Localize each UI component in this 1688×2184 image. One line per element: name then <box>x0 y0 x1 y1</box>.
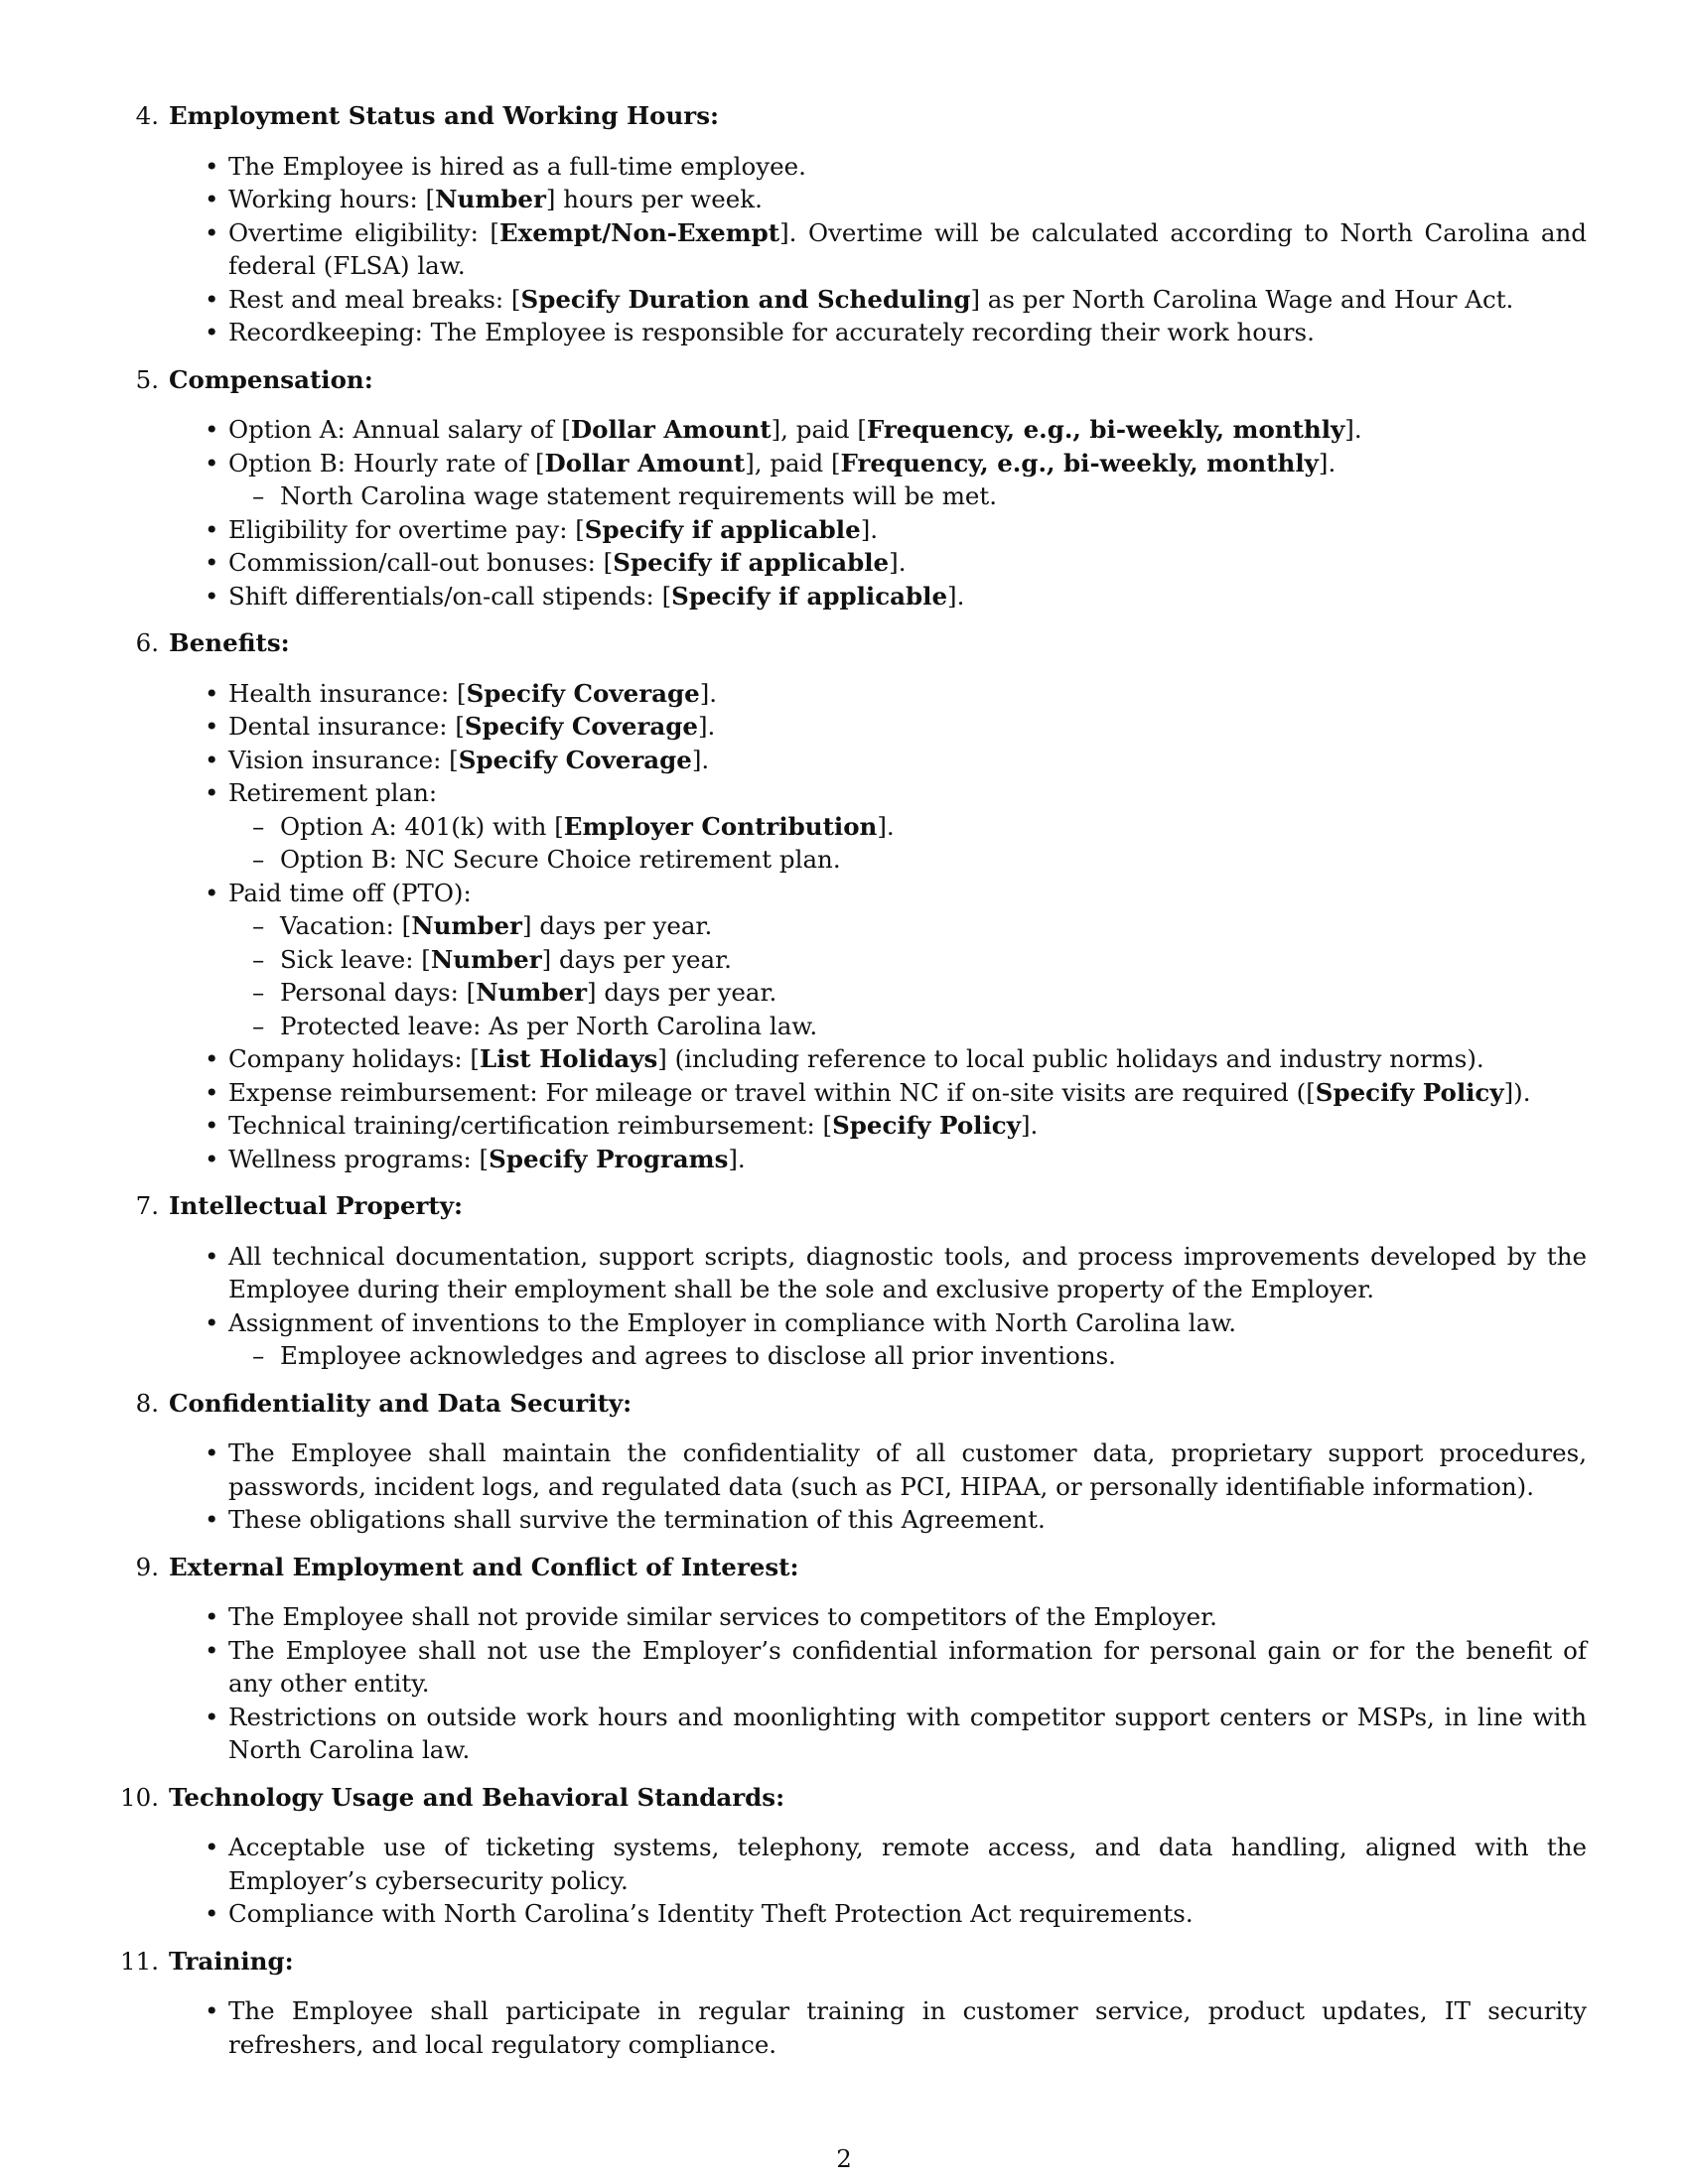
section-heading <box>135 626 1587 660</box>
sub-list <box>228 810 1587 877</box>
list-item <box>228 677 1587 711</box>
section-title: External Employment and Conflict of Interest: <box>169 1552 799 1581</box>
sub-list <box>228 1339 1587 1373</box>
section-number: 8. <box>135 1388 159 1418</box>
list-item <box>228 447 1587 513</box>
placeholder-text: Frequency, e.g., bi-weekly, monthly <box>866 415 1345 444</box>
section-title: Employment Status and Working Hours: <box>169 101 720 130</box>
item-text: ]. <box>860 514 879 544</box>
section-title: Training: <box>169 1946 294 1976</box>
placeholder-text: Specify Coverage <box>466 678 700 708</box>
list-item <box>228 1076 1587 1110</box>
item-text: Commission/call-out bonuses: [ <box>228 548 614 577</box>
bullet-list <box>169 1994 1587 2061</box>
list-item <box>228 413 1587 447</box>
item-text: ]. <box>1344 415 1362 444</box>
list-item <box>228 283 1587 317</box>
placeholder-text: Specify Policy <box>832 1111 1021 1140</box>
list-item <box>228 316 1587 349</box>
section <box>117 1781 1587 1931</box>
list-item <box>228 150 1587 184</box>
item-text: ] days per year. <box>587 978 777 1007</box>
item-text: Shift differentials/on-call stipends: [ <box>228 581 672 611</box>
section-heading <box>135 1189 1587 1223</box>
item-text: Dental insurance: [ <box>228 712 465 741</box>
sub-list <box>228 479 1587 513</box>
sub-list-item <box>280 1339 1587 1373</box>
item-text: Vacation: [ <box>280 911 412 940</box>
item-text: ], paid [ <box>771 415 867 444</box>
placeholder-text: Specify Duration and Scheduling <box>520 284 971 314</box>
item-text: ]. Overtime will be calculated according to North Carolina and federal (FLSA) law. <box>228 217 1587 280</box>
list-item <box>228 1143 1587 1176</box>
item-text: Wellness programs: [ <box>228 1144 490 1173</box>
sub-list-item <box>280 909 1587 943</box>
bullet-list <box>169 677 1587 1176</box>
section-heading <box>135 1387 1587 1421</box>
section <box>117 1945 1587 2062</box>
list-item <box>228 1306 1587 1373</box>
item-text: Option B: Hourly rate of [ <box>228 448 545 478</box>
placeholder-text: Specify if applicable <box>613 548 890 577</box>
item-text: The Employee shall participate in regular training in customer service, product updates, IT security refreshers, and local regulatory compliance. <box>228 1996 1587 2059</box>
bullet-list <box>169 1600 1587 1767</box>
list-item <box>228 1109 1587 1143</box>
list-item <box>228 1600 1587 1634</box>
item-text: Retirement plan: <box>228 778 438 807</box>
section <box>117 363 1587 614</box>
item-text: The Employee is hired as a full-time employee. <box>228 151 806 181</box>
item-text: Option A: 401(k) with [ <box>280 811 564 841</box>
item-text: ] days per year. <box>521 911 713 940</box>
item-text: ]. <box>691 745 710 774</box>
section-title: Benefits: <box>169 628 290 657</box>
placeholder-text: Number <box>476 978 587 1007</box>
section-heading <box>120 1945 1587 1979</box>
placeholder-text: Specify Programs <box>489 1144 729 1173</box>
section-number: 4. <box>135 101 159 130</box>
item-text: Technical training/certification reimbursement: [ <box>228 1111 833 1140</box>
list-item <box>228 710 1587 744</box>
section-heading <box>135 99 1587 133</box>
section-number: 7. <box>135 1191 159 1220</box>
item-text: Vision insurance: [ <box>228 745 459 774</box>
section-heading <box>120 1781 1587 1815</box>
sub-list-item <box>280 943 1587 977</box>
item-text: ]. <box>1020 1111 1039 1140</box>
item-text: Acceptable use of ticketing systems, telephony, remote access, and data handling, aligned with the Employer’s cybersecurity policy. <box>228 1833 1587 1895</box>
sub-list-item <box>280 810 1587 844</box>
item-text: Sick leave: [ <box>280 944 431 974</box>
section-heading <box>135 363 1587 397</box>
item-text: North Carolina wage statement requirements will be met. <box>280 481 998 510</box>
section-number: 9. <box>135 1552 159 1581</box>
page-number: 2 <box>836 2144 852 2173</box>
item-text: Personal days: [ <box>280 978 477 1007</box>
item-text: Protected leave: As per North Carolina law. <box>280 1011 818 1040</box>
item-text: ], paid [ <box>745 448 841 478</box>
placeholder-text: Specify Policy <box>1315 1077 1504 1107</box>
item-text: Expense reimbursement: For mileage or travel within NC if on-site visits are required ([ <box>228 1077 1316 1107</box>
item-text: ]. <box>889 548 907 577</box>
section-title: Confidentiality and Data Security: <box>169 1388 633 1418</box>
section-title: Technology Usage and Behavioral Standards: <box>169 1782 785 1812</box>
item-text: Eligibility for overtime pay: [ <box>228 514 585 544</box>
item-text: ]. <box>1318 448 1336 478</box>
item-text: Assignment of inventions to the Employer in compliance with North Carolina law. <box>228 1307 1237 1337</box>
section-number: 5. <box>135 364 159 394</box>
section <box>117 1551 1587 1767</box>
list-item <box>228 1503 1587 1537</box>
item-text: ] days per year. <box>541 944 732 974</box>
item-text: Company holidays: [ <box>228 1044 480 1073</box>
item-text: ]. <box>728 1144 746 1173</box>
item-text: Working hours: [ <box>228 185 436 213</box>
sub-list-item <box>280 1010 1587 1043</box>
sub-list-item <box>280 479 1587 513</box>
sub-list-item <box>280 976 1587 1010</box>
section <box>117 626 1587 1175</box>
item-text: Restrictions on outside work hours and moonlighting with competitor support centers or MSPs, in line with North Carolina law. <box>228 1702 1587 1764</box>
item-text: ]. <box>877 811 895 841</box>
placeholder-text: Employer Contribution <box>563 811 878 841</box>
list-item <box>228 546 1587 580</box>
list-item <box>228 1701 1587 1767</box>
item-text: ] as per North Carolina Wage and Hour Act. <box>970 284 1514 314</box>
section-number: 11. <box>120 1946 159 1976</box>
item-text: The Employee shall maintain the confidentiality of all customer data, proprietary support procedures, passwords, incident logs, and regulated data (such as PCI, HIPAA, or personally identifiable information). <box>228 1438 1587 1501</box>
placeholder-text: Specify if applicable <box>584 514 861 544</box>
item-text: Paid time off (PTO): <box>228 878 472 907</box>
item-text: ]. <box>699 678 718 708</box>
item-text: Option B: NC Secure Choice retirement plan. <box>280 845 841 874</box>
list-item <box>228 513 1587 547</box>
section-number: 10. <box>120 1782 159 1812</box>
list-item <box>228 1994 1587 2061</box>
placeholder-text: Dollar Amount <box>544 448 746 478</box>
list-item <box>228 776 1587 877</box>
item-text: Recordkeeping: The Employee is responsible for accurately recording their work hours. <box>228 318 1315 346</box>
list-item <box>228 1436 1587 1503</box>
item-text: The Employee shall not provide similar services to competitors of the Employer. <box>228 1602 1217 1631</box>
item-text: ]. <box>698 712 716 741</box>
item-text: ]. <box>947 581 965 611</box>
section-title: Compensation: <box>169 364 373 394</box>
placeholder-text: Specify Coverage <box>464 712 698 741</box>
section <box>117 99 1587 349</box>
section-number: 6. <box>135 628 159 657</box>
section-title: Intellectual Property: <box>169 1191 464 1220</box>
list-item <box>228 1897 1587 1931</box>
placeholder-text: Frequency, e.g., bi-weekly, monthly <box>840 448 1319 478</box>
placeholder-text: Dollar Amount <box>570 415 772 444</box>
item-text: These obligations shall survive the termination of this Agreement. <box>228 1505 1046 1534</box>
item-text: Overtime eligibility: [ <box>228 217 499 247</box>
list-item <box>228 1831 1587 1897</box>
section <box>117 1387 1587 1537</box>
placeholder-text: Specify if applicable <box>671 581 948 611</box>
sub-list <box>228 909 1587 1042</box>
item-text: Rest and meal breaks: [ <box>228 284 521 314</box>
section-heading <box>135 1551 1587 1584</box>
item-text: The Employee shall not use the Employer’s confidential information for personal gain or for the benefit of any other entity. <box>228 1635 1587 1698</box>
placeholder-text: Number <box>411 911 522 940</box>
item-text: Compliance with North Carolina’s Identity Theft Protection Act requirements. <box>228 1899 1194 1928</box>
list-item <box>228 216 1587 283</box>
list-item <box>228 183 1587 216</box>
item-text: Option A: Annual salary of [ <box>228 415 571 444</box>
list-item <box>228 580 1587 614</box>
item-text: ]). <box>1503 1077 1531 1107</box>
placeholder-text: Number <box>430 944 542 974</box>
bullet-list <box>169 413 1587 613</box>
item-text: All technical documentation, support scripts, diagnostic tools, and process improvements developed by the Employee during their employment shall be the sole and exclusive property of the Employer. <box>228 1241 1587 1303</box>
placeholder-text: List Holidays <box>479 1044 658 1073</box>
list-item <box>228 1240 1587 1306</box>
item-text: ] (including reference to local public holidays and industry norms). <box>657 1044 1484 1073</box>
item-text: Employee acknowledges and agrees to disclose all prior inventions. <box>280 1341 1116 1370</box>
item-text: Health insurance: [ <box>228 678 467 708</box>
placeholder-text: Specify Coverage <box>458 745 692 774</box>
document-body <box>117 99 1587 2075</box>
bullet-list <box>169 1240 1587 1373</box>
bullet-list <box>169 150 1587 349</box>
list-item <box>228 1634 1587 1701</box>
list-item <box>228 744 1587 777</box>
placeholder-text: Number <box>435 185 546 213</box>
sub-list-item <box>280 843 1587 877</box>
list-item <box>228 1042 1587 1076</box>
section <box>117 1189 1587 1373</box>
bullet-list <box>169 1436 1587 1537</box>
placeholder-text: Exempt/Non-Exempt <box>498 217 780 247</box>
list-item <box>228 877 1587 1043</box>
bullet-list <box>169 1831 1587 1931</box>
item-text: ] hours per week. <box>545 185 763 213</box>
